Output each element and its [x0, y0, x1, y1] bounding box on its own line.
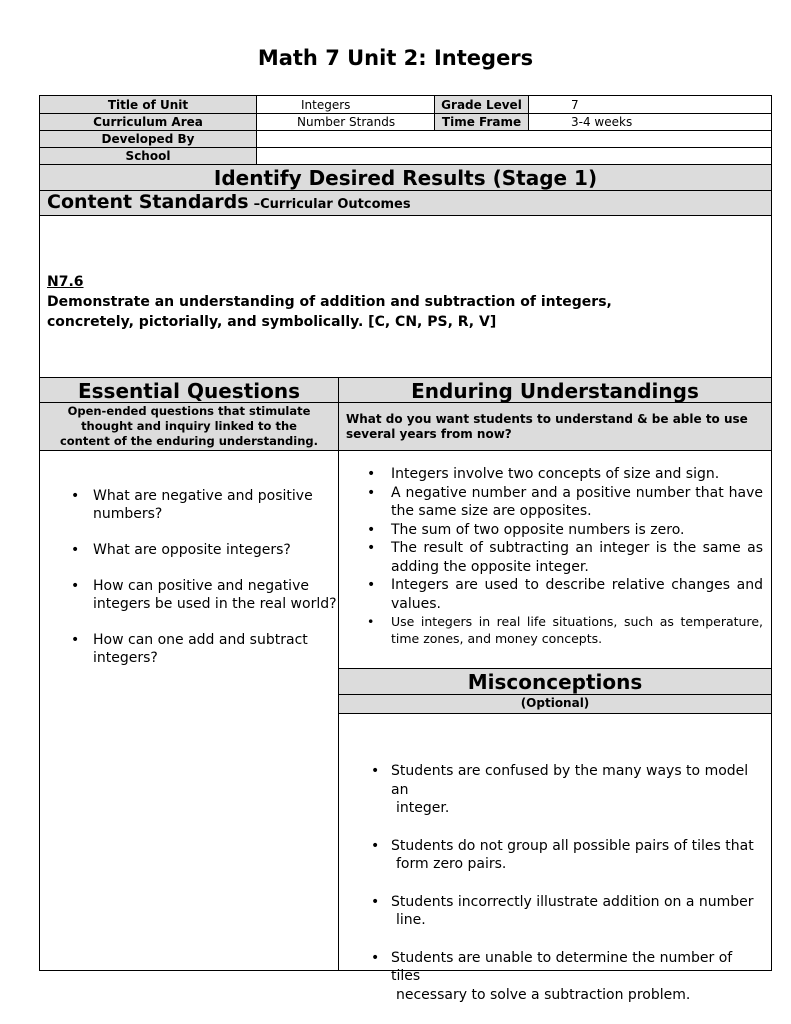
school-label: School [40, 148, 256, 165]
enduring-understanding-item: • Integers involve two concepts of size and sign. [339, 465, 771, 484]
misconception-text-line1: Students are confused by the many ways to model an [391, 763, 749, 798]
essential-questions-heading: Essential Questions [40, 378, 338, 403]
school-value [256, 148, 771, 165]
page-title: Math 7 Unit 2: Integers [257, 46, 534, 70]
misconception-text-line1: Students incorrectly illustrate addition on a number [391, 893, 754, 910]
content-standards-title: Content Standards [47, 191, 249, 213]
misconceptions-heading: Misconceptions [338, 669, 771, 695]
enduring-understanding-item: • A negative number and a positive number that have the same size are opposites. [339, 484, 771, 521]
developed-by-label: Developed By [40, 131, 256, 148]
curriculum-area-label: Curriculum Area [40, 114, 256, 131]
enduring-understanding-item: • The result of subtracting an integer is the same as adding the opposite integer. [339, 539, 771, 576]
title-of-unit-value: Integers [256, 96, 434, 114]
grade-level-label: Grade Level [434, 96, 528, 114]
outcome-block [40, 216, 771, 378]
essential-questions-body [40, 451, 338, 970]
misconception-text-line2: form zero pairs. [396, 856, 507, 872]
essential-question-item: • What are negative and positive numbers? [40, 487, 338, 523]
enduring-understanding-item: • The sum of two opposite numbers is zero. [339, 521, 771, 540]
essential-question-item: • What are opposite integers? [40, 541, 338, 559]
essential-question-item: • How can one add and subtract integers? [40, 631, 338, 667]
enduring-understandings-body [338, 451, 771, 669]
content-standards-subtitle: –Curricular Outcomes [253, 197, 411, 212]
misconceptions-list [339, 762, 771, 1004]
curriculum-area-value: Number Strands [256, 114, 434, 131]
enduring-understandings-list [339, 465, 771, 647]
unit-plan-table [39, 95, 772, 1003]
time-frame-label: Time Frame [434, 114, 528, 131]
misconception-item [339, 762, 771, 818]
misconception-text-line1: Students are unable to determine the number of tiles [391, 949, 733, 984]
essential-questions-subheading: Open-ended questions that stimulate thought and inquiry linked to the content of the enduring understanding. [40, 403, 338, 451]
outcome-text: Demonstrate an understanding of addition and subtraction of integers, concretely, pictorially, and symbolically. [C, CN, PS, R, V] [47, 294, 612, 330]
enduring-understandings-heading: Enduring Understandings [338, 378, 771, 403]
misconceptions-body [338, 714, 771, 1003]
misconception-text-line1: Students do not group all possible pairs of tiles that [391, 837, 754, 854]
misconception-item [339, 837, 771, 874]
misconception-text-line2: necessary to solve a subtraction problem. [396, 986, 691, 1003]
essential-questions-list [40, 487, 338, 667]
misconception-text-line2: integer. [396, 800, 450, 816]
essential-question-item: • How can positive and negative integers be used in the real world? [40, 577, 338, 613]
stage1-heading: Identify Desired Results (Stage 1) [40, 165, 771, 191]
title-of-unit-label: Title of Unit [40, 96, 256, 114]
misconceptions-subheading: (Optional) [338, 695, 771, 714]
enduring-understanding-item: • Integers are used to describe relative changes and values. [339, 576, 771, 613]
misconception-item [339, 949, 771, 1005]
developed-by-value [256, 131, 771, 148]
misconception-item [339, 893, 771, 930]
enduring-understanding-item: • Use integers in real life situations, such as temperature, time zones, and money concepts. [339, 613, 771, 647]
misconception-text-line2: line. [396, 912, 426, 928]
enduring-understandings-subheading: What do you want students to understand & be able to use several years from now? [338, 403, 771, 451]
outcome-code: N7.6 [47, 274, 84, 290]
time-frame-value: 3-4 weeks [528, 114, 771, 131]
content-standards-heading [40, 191, 771, 216]
grade-level-value: 7 [528, 96, 771, 114]
